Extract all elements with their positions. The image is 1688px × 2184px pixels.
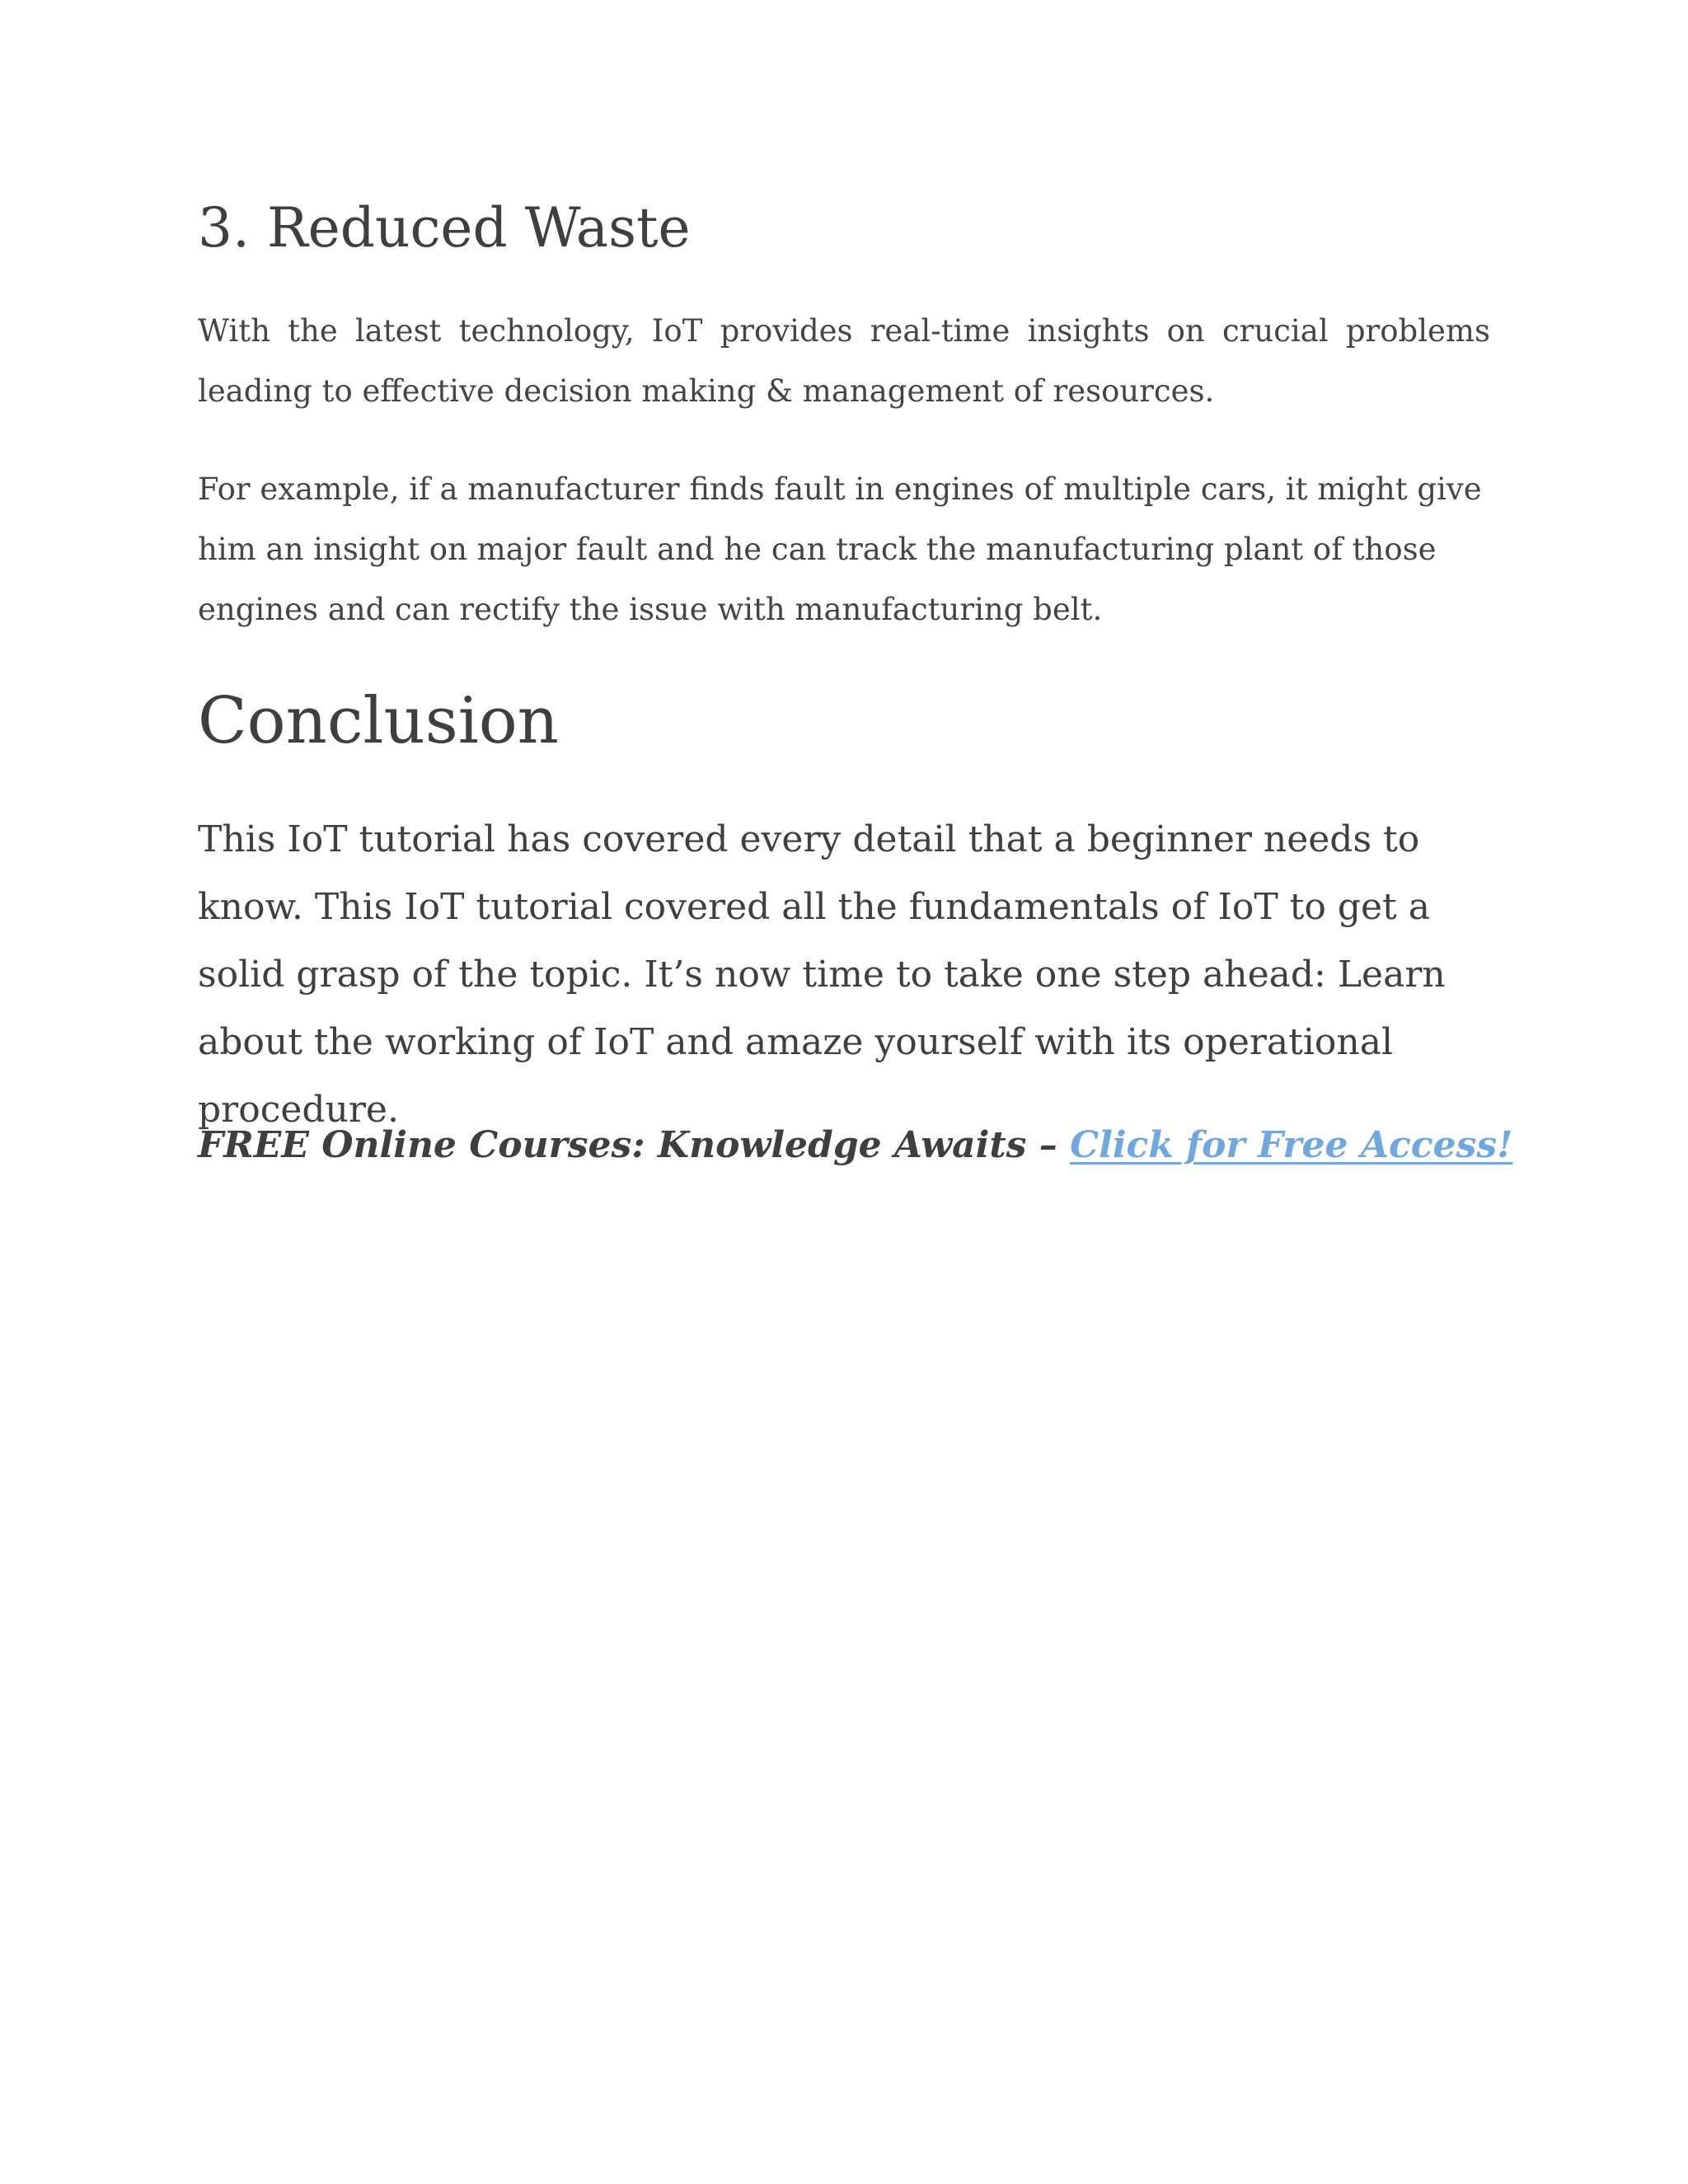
conclusion-paragraph: This IoT tutorial has covered every detail that a beginner needs to know. This IoT tutorial covered all the fundamentals of IoT to get a solid grasp of the topic. It’s now time to take one step ahead: Learn about the working of IoT and amaze yourself with its operational procedure. <box>198 818 1446 1131</box>
section-heading: 3. Reduced Waste <box>198 196 691 260</box>
promo-separator: – <box>1026 1124 1071 1166</box>
section-paragraph-2: For example, if a manufacturer finds fault in engines of multiple cars, it might give him an insight on major fault and he can track the manufacturing plant of those engines and can rectify the issue with manufacturing belt. <box>198 471 1482 627</box>
conclusion-heading: Conclusion <box>198 684 559 758</box>
courses-promo <box>198 1113 1513 1179</box>
section-paragraph-1: With the latest technology, IoT provides real-time insights on crucial problems leading to effective decision making & management of resources. <box>198 313 1490 409</box>
promo-text: FREE Online Courses: Knowledge Awaits <box>198 1124 1027 1166</box>
free-access-link[interactable]: Click for Free Access! <box>1070 1124 1513 1166</box>
